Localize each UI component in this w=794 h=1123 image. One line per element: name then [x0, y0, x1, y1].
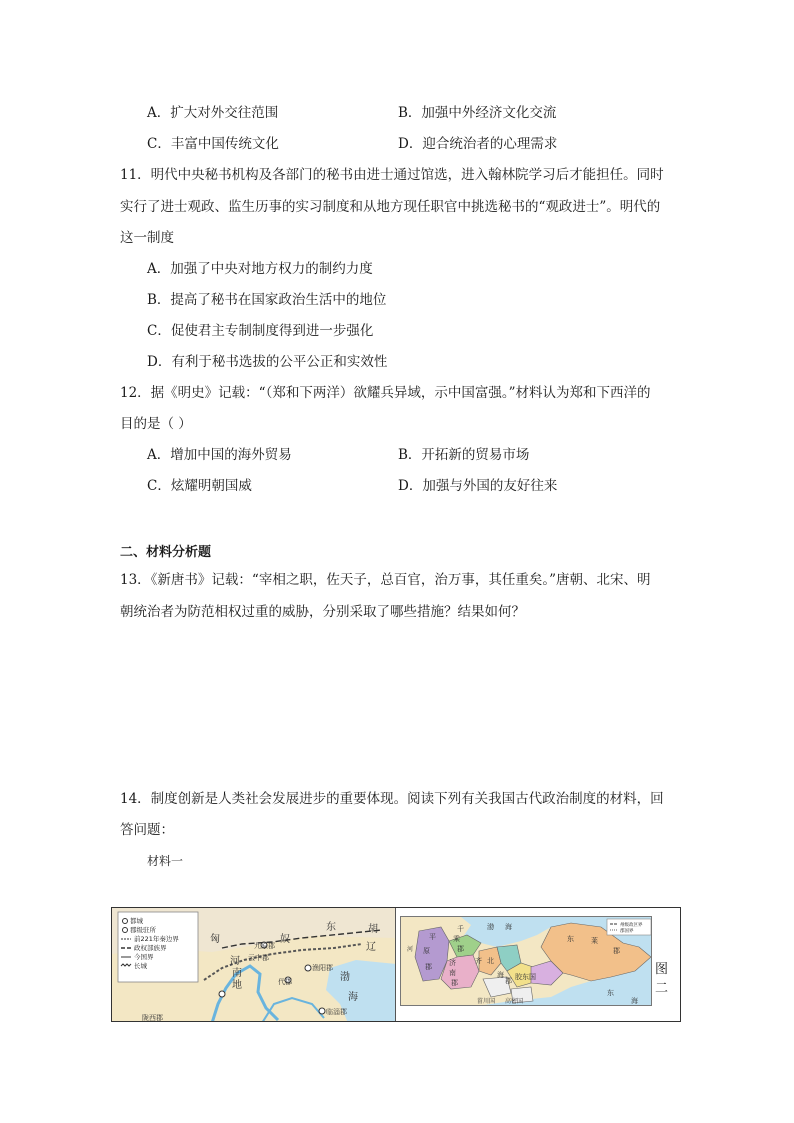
q12-option-d: D．加强与外国的友好往来 — [398, 478, 558, 494]
q12-option-b: B．开拓新的贸易市场 — [398, 447, 530, 463]
q11-option-b: B．提高了秘书在国家政治生活中的地位 — [147, 292, 387, 308]
map-place-label: 郡 — [425, 963, 432, 971]
map-place-label: 南 — [449, 969, 456, 977]
map-place-label: 辽 — [366, 942, 376, 953]
qin-map-graphic — [112, 908, 396, 1022]
qin-map — [112, 908, 396, 1022]
map-legend-label: 州级政区界 — [620, 923, 643, 928]
map-place-label: 莱 — [591, 937, 598, 945]
map-place-label: 千 — [457, 925, 464, 933]
map-legend-label: 政权部族界 — [134, 944, 167, 952]
map-place-label: 陇西郡 — [142, 1014, 163, 1022]
map-place-label: 海 — [505, 923, 512, 931]
map-place-label: 海 — [631, 997, 638, 1005]
map-place-label: 渔阳郡 — [312, 964, 333, 972]
material-label: 材料一 — [147, 854, 184, 868]
q12-stem-line2: 目的是（ ） — [120, 416, 192, 432]
map-place-label: 海 — [497, 971, 504, 979]
map-place-label: 九原郡 — [254, 942, 275, 950]
map-place-label: 原 — [423, 947, 430, 955]
map-place-label: 渤 — [340, 972, 350, 983]
map-place-label: 南 — [232, 968, 242, 979]
map-legend-label: 都城 — [130, 917, 143, 925]
q11-option-d: D．有利于秘书选拔的公平公正和实效性 — [147, 354, 388, 370]
q11-stem-line3: 这一制度 — [120, 230, 174, 246]
map-place-label: 临淄郡 — [326, 1008, 347, 1016]
q14-stem-line2: 答问题： — [120, 822, 174, 838]
map-legend-label: 今国界 — [134, 953, 154, 961]
map-legend-label: 郡级驻所 — [130, 926, 156, 934]
map-place-label: 高密国 — [505, 998, 524, 1005]
q14-stem-line1: 14．制度创新是人类社会发展进步的重要体现。阅读下列有关我国古代政治制度的材料，回 — [120, 791, 664, 807]
q12-stem-line1: 12．据《明史》记载：“（郑和下两洋）欲耀兵异域，示中国富强。”材料认为郑和下西洋的 — [120, 385, 651, 401]
map-place-label: 郡 — [505, 977, 512, 985]
map-place-label: 云中郡 — [248, 954, 269, 962]
map-place-label: 齐 — [475, 957, 482, 965]
map-place-label: 济 — [449, 959, 456, 967]
map-place-label: 乘 — [453, 935, 460, 943]
map-place-label: 东 — [607, 989, 614, 997]
q10-option-d: D．迎合统治者的心理需求 — [398, 136, 558, 152]
map-place-label: 北 — [487, 957, 494, 965]
figure-label: 图二 — [655, 961, 669, 995]
q11-option-c: C．促使君主专制制度得到进一步强化 — [147, 323, 374, 339]
map-legend-label: 前221年秦边界 — [134, 935, 179, 943]
q11-option-a: A．加强了中央对地方权力的制约力度 — [147, 261, 373, 277]
section-title: 二、材料分析题 — [120, 545, 212, 560]
q10-option-c: C．丰富中国传统文化 — [147, 136, 279, 152]
map-place-label: 河 — [230, 956, 240, 967]
map-place-label: 渤 — [487, 923, 494, 931]
map-place-label: 平 — [429, 933, 436, 941]
map-place-label: 胡 — [368, 924, 378, 935]
q11-stem-line2: 实行了进士观政、监生历事的实习制度和从地方现任职官中挑选秘书的“观政进士”。明代的 — [120, 199, 661, 215]
map-place-label: 郡 — [613, 947, 620, 955]
map-place-label: 菑川国 — [477, 998, 496, 1005]
q11-stem-line1: 11．明代中央秘书机构及各部门的秘书由进士通过馆选，进入翰林院学习后才能担任。同时 — [120, 167, 664, 183]
han-commandery-map — [400, 916, 652, 1006]
map-place-label: 东 — [567, 935, 574, 943]
map-place-label: 匈 — [210, 934, 220, 945]
map-place-label: 海 — [348, 992, 358, 1003]
map-place-label: 奴 — [280, 934, 290, 945]
map-place-label: 代郡 — [278, 978, 292, 986]
map-legend-label: 长城 — [134, 962, 147, 970]
q13-stem-line2: 朝统治者为防范相权过重的威胁，分别采取了哪些措施？结果如何？ — [120, 604, 525, 620]
map-place-label: 东 — [326, 922, 336, 933]
map-place-label: 郡 — [451, 979, 458, 987]
map-legend-label: 郡国界 — [620, 929, 634, 934]
han-commandery-map-graphic — [401, 917, 652, 1006]
maps-figure — [111, 907, 681, 1022]
q13-stem-line1: 13．《新唐书》记载：“宰相之职，佐天子，总百官，治万事，其任重矣。”唐朝、北宋、明 — [120, 572, 651, 588]
q10-option-a: A．扩大对外交往范围 — [147, 105, 279, 121]
map-place-label: 地 — [232, 980, 242, 991]
map-place-label: 郡 — [457, 945, 464, 953]
q10-option-b: B．加强中外经济文化交流 — [398, 105, 557, 121]
q12-option-a: A．增加中国的海外贸易 — [147, 447, 292, 463]
q12-option-c: C．炫耀明朝国威 — [147, 478, 252, 494]
map-place-label: 河 — [407, 946, 414, 953]
map-place-label: 胶东国 — [515, 973, 536, 981]
